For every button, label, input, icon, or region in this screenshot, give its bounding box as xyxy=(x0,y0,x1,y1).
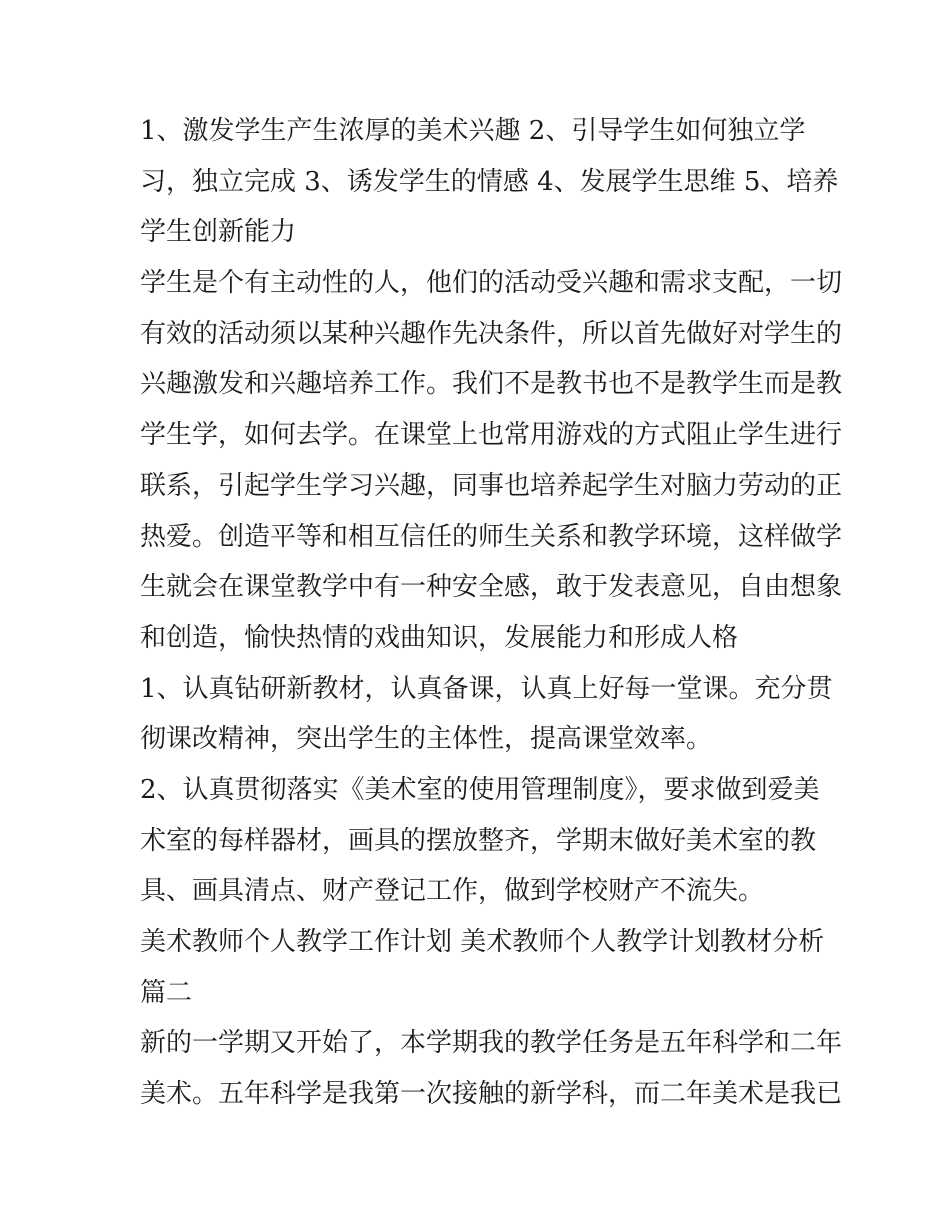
text-line: 彻课改精神，突出学生的主体性，提高课堂效率。 xyxy=(140,724,713,755)
text-line: 学生学，如何去学。在课堂上也常用游戏的方式阻止学生进行 xyxy=(140,420,843,451)
section-title: 美术教师个人教学工作计划 美术教师个人教学计划教材分析 xyxy=(140,927,825,957)
text-line: 习，独立完成 3、诱发学生的情感 4、发展学生思维 5、培养 xyxy=(140,166,839,197)
text-line: 1、认真钻研新教材，认真备课，认真上好每一堂课。充分贯 xyxy=(140,673,833,704)
text-line: 2、认真贯彻落实《美术室的使用管理制度》，要求做到爱美 xyxy=(140,774,820,805)
text-line: 具、画具清点、财产登记工作，做到学校财产不流失。 xyxy=(140,876,765,907)
text-line: 新的一学期又开始了，本学期我的教学任务是五年科学和二年 xyxy=(140,1028,843,1059)
text-line: 生就会在课堂教学中有一种安全感，敢于发表意见，自由想象 xyxy=(140,572,843,603)
text-line: 联系，引起学生学习兴趣，同事也培养起学生对脑力劳动的正 xyxy=(140,470,843,501)
text-line: 学生创新能力 xyxy=(140,217,297,248)
section-subtitle: 篇二 xyxy=(140,977,193,1008)
text-line: 术室的每样器材，画具的摆放整齐，学期末做好美术室的教 xyxy=(140,825,817,856)
text-line: 热爱。创造平等和相互信任的师生关系和教学环境，这样做学 xyxy=(140,521,843,552)
document-body xyxy=(140,106,843,1120)
text-line: 兴趣激发和兴趣培养工作。我们不是教书也不是教学生而是教 xyxy=(140,369,843,400)
text-line: 有效的活动须以某种兴趣作先决条件，所以首先做好对学生的 xyxy=(140,318,843,349)
text-line: 1、激发学生产生浓厚的美术兴趣 2、引导学生如何独立学 xyxy=(140,116,806,146)
text-line: 美术。五年科学是我第一次接触的新学科，而二年美术是我已 xyxy=(140,1079,843,1110)
text-line: 和创造，愉快热情的戏曲知识，发展能力和形成人格 xyxy=(140,622,739,653)
text-line: 学生是个有主动性的人，他们的活动受兴趣和需求支配，一切 xyxy=(140,268,843,299)
